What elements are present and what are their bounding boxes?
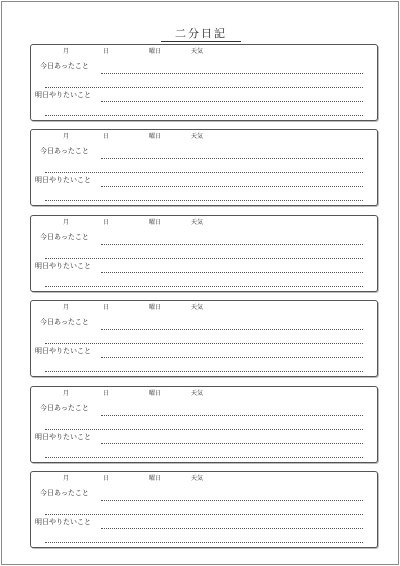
writing-line[interactable] (101, 101, 363, 102)
day-label: 日 (103, 389, 110, 397)
writing-line[interactable] (101, 500, 363, 501)
weather-label: 天気 (191, 389, 204, 397)
today-label: 今日あったこと (40, 62, 89, 70)
today-label: 今日あったこと (40, 488, 89, 497)
writing-line[interactable] (101, 272, 363, 273)
month-label: 月 (63, 389, 70, 397)
writing-line[interactable] (101, 528, 363, 529)
writing-line[interactable] (45, 172, 363, 173)
weekday-label: 曜日 (149, 218, 162, 226)
writing-line[interactable] (101, 329, 363, 330)
weather-label: 天気 (191, 218, 204, 226)
day-label: 日 (103, 218, 110, 226)
writing-line[interactable] (101, 415, 363, 416)
diary-entry (30, 44, 378, 121)
tomorrow-label: 明日やりたいこと (35, 347, 91, 356)
weather-label: 天気 (191, 474, 204, 482)
tomorrow-label: 明日やりたいこと (35, 91, 91, 99)
today-label: 今日あったこと (40, 403, 89, 412)
tomorrow-label: 明日やりたいこと (35, 432, 91, 441)
month-label: 月 (63, 48, 70, 55)
weekday-label: 曜日 (149, 304, 162, 312)
writing-line[interactable] (101, 73, 363, 74)
diary-entry (30, 129, 378, 206)
writing-line[interactable] (101, 186, 363, 187)
tomorrow-label: 明日やりたいこと (35, 517, 91, 526)
diary-page (1, 1, 399, 565)
weekday-label: 曜日 (149, 133, 162, 141)
writing-line[interactable] (101, 158, 363, 159)
month-label: 月 (63, 304, 70, 312)
page-title: 二分日記 (161, 27, 241, 42)
today-label: 今日あったこと (40, 232, 89, 241)
tomorrow-label: 明日やりたいこと (35, 176, 91, 185)
writing-line[interactable] (45, 371, 363, 372)
writing-line[interactable] (45, 200, 363, 201)
month-label: 月 (63, 218, 70, 226)
diary-entry (30, 215, 378, 292)
writing-line[interactable] (45, 286, 363, 287)
today-label: 今日あったこと (40, 147, 89, 156)
writing-line[interactable] (45, 429, 363, 430)
month-label: 月 (63, 474, 70, 482)
month-label: 月 (63, 133, 70, 141)
diary-entry (30, 386, 378, 463)
diary-entry (30, 471, 378, 548)
today-label: 今日あったこと (40, 318, 89, 327)
day-label: 日 (103, 48, 110, 55)
weekday-label: 曜日 (149, 48, 162, 55)
weekday-label: 曜日 (149, 474, 162, 482)
diary-entry (30, 300, 378, 377)
writing-line[interactable] (45, 87, 363, 88)
writing-line[interactable] (101, 244, 363, 245)
writing-line[interactable] (45, 115, 363, 116)
weekday-label: 曜日 (149, 389, 162, 397)
writing-line[interactable] (45, 514, 363, 515)
day-label: 日 (103, 474, 110, 482)
writing-line[interactable] (45, 457, 363, 458)
weather-label: 天気 (191, 48, 204, 55)
writing-line[interactable] (101, 357, 363, 358)
writing-line[interactable] (45, 542, 363, 543)
tomorrow-label: 明日やりたいこと (35, 261, 91, 270)
weather-label: 天気 (191, 133, 204, 141)
entry-list (30, 44, 378, 556)
writing-line[interactable] (101, 443, 363, 444)
title-area (2, 22, 400, 42)
day-label: 日 (103, 133, 110, 141)
weather-label: 天気 (191, 304, 204, 312)
writing-line[interactable] (45, 258, 363, 259)
writing-line[interactable] (45, 343, 363, 344)
day-label: 日 (103, 304, 110, 312)
